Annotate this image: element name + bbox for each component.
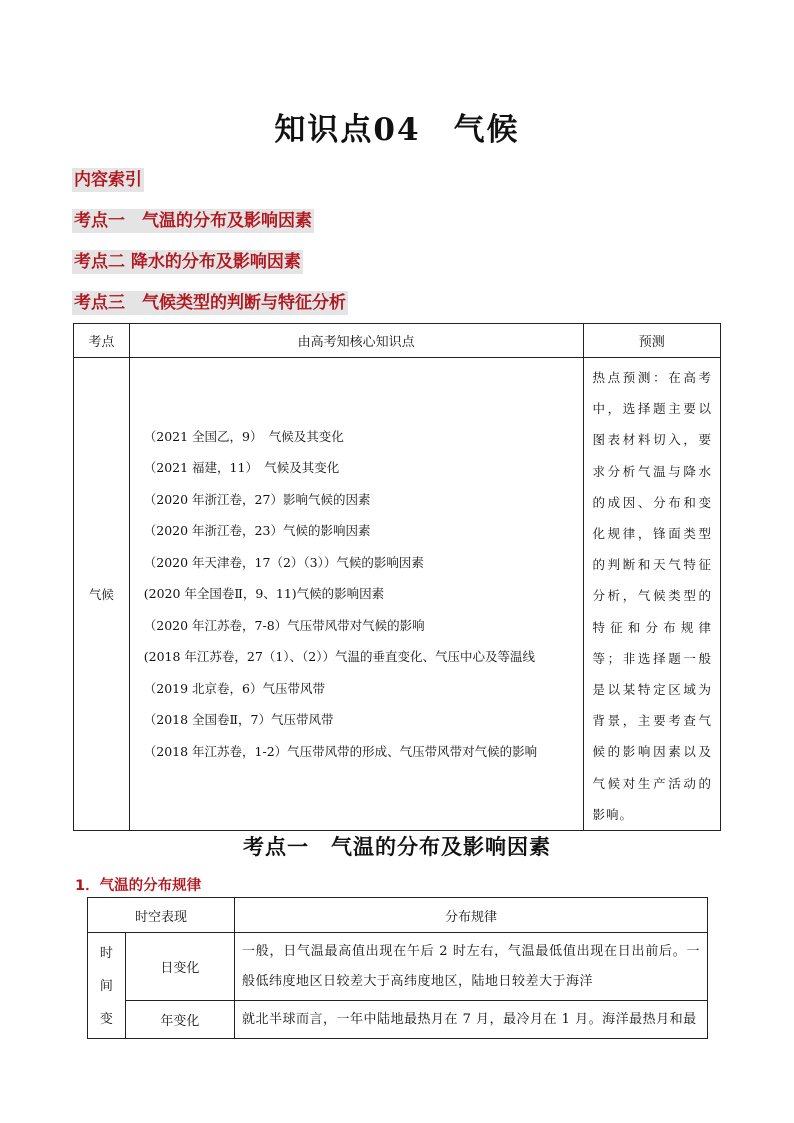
prediction-cell: 热点预测：在高考中，选择题主要以图表材料切入，要求分析气温与降水的成因、分布和变化规律，锋面类型的判断和天气特征分析，气候类型的特征和分布规律等；非选择题一般是以某特定区域为背景，主要考查气候的影响因素以及气候对生产活动的影响。 [583, 358, 721, 831]
subheading: 1．气温的分布规律 [75, 878, 202, 894]
header-spatiotemporal: 时空表现 [88, 898, 235, 933]
overview-table [73, 323, 721, 831]
knowledge-point: （2018 全国卷Ⅱ，7）气压带风带 [143, 712, 334, 728]
page-title: 知识点04 气候 [274, 112, 520, 148]
time-change-group-label: 时间变 [88, 933, 126, 1039]
category-cell: 气候 [74, 358, 130, 831]
knowledge-point: (2020 年全国卷Ⅱ，9、11)气候的影响因素 [143, 586, 385, 602]
knowledge-point: （2018 年江苏卷，1-2）气压带风带的形成、气压带风带对气候的影响 [143, 743, 538, 759]
knowledge-point: （2020 年浙江卷，23）气候的影响因素 [143, 523, 371, 539]
knowledge-point: （2019 北京卷，6）气压带风带 [143, 680, 326, 696]
header-exam-point: 考点 [74, 324, 130, 358]
daily-change-rule: 一般，日气温最高值出现在午后 2 时左右，气温最低值出现在日出前后。一般低纬度地区日较差大于高纬度地区，陆地日较差大于海洋 [235, 933, 708, 1001]
annual-change-rule: 就北半球而言，一年中陆地最热月在 7 月，最冷月在 1 月。海洋最热月和最 [235, 1001, 708, 1039]
header-knowledge-points: 由高考知核心知识点 [129, 324, 583, 358]
annual-change-label: 年变化 [125, 1001, 234, 1039]
content-index-label: 内容索引 [74, 170, 142, 190]
knowledge-point: （2021 福建，11） 气候及其变化 [143, 460, 340, 476]
knowledge-point: （2020 年江苏卷，7-8）气压带风带对气候的影响 [143, 617, 425, 633]
index-item-3: 考点三 气候类型的判断与特征分析 [74, 293, 346, 313]
temperature-distribution-table [87, 897, 708, 1039]
knowledge-points-cell [129, 358, 583, 831]
index-item-2: 考点二 降水的分布及影响因素 [74, 252, 301, 272]
knowledge-point: （2021 全国乙，9） 气候及其变化 [143, 428, 344, 444]
knowledge-point: （2020 年浙江卷，27）影响气候的因素 [143, 491, 371, 507]
index-item-1: 考点一 气温的分布及影响因素 [74, 211, 312, 231]
daily-change-label: 日变化 [125, 933, 234, 1001]
header-prediction: 预测 [583, 324, 721, 358]
header-distribution-rule: 分布规律 [235, 898, 708, 933]
section-title: 考点一 气温的分布及影响因素 [243, 834, 551, 859]
knowledge-point: (2018 年江苏卷，27（1）、（2））气温的垂直变化、气压中心及等温线 [143, 649, 535, 665]
knowledge-point: （2020 年天津卷，17（2）（3））气候的影响因素 [143, 554, 424, 570]
